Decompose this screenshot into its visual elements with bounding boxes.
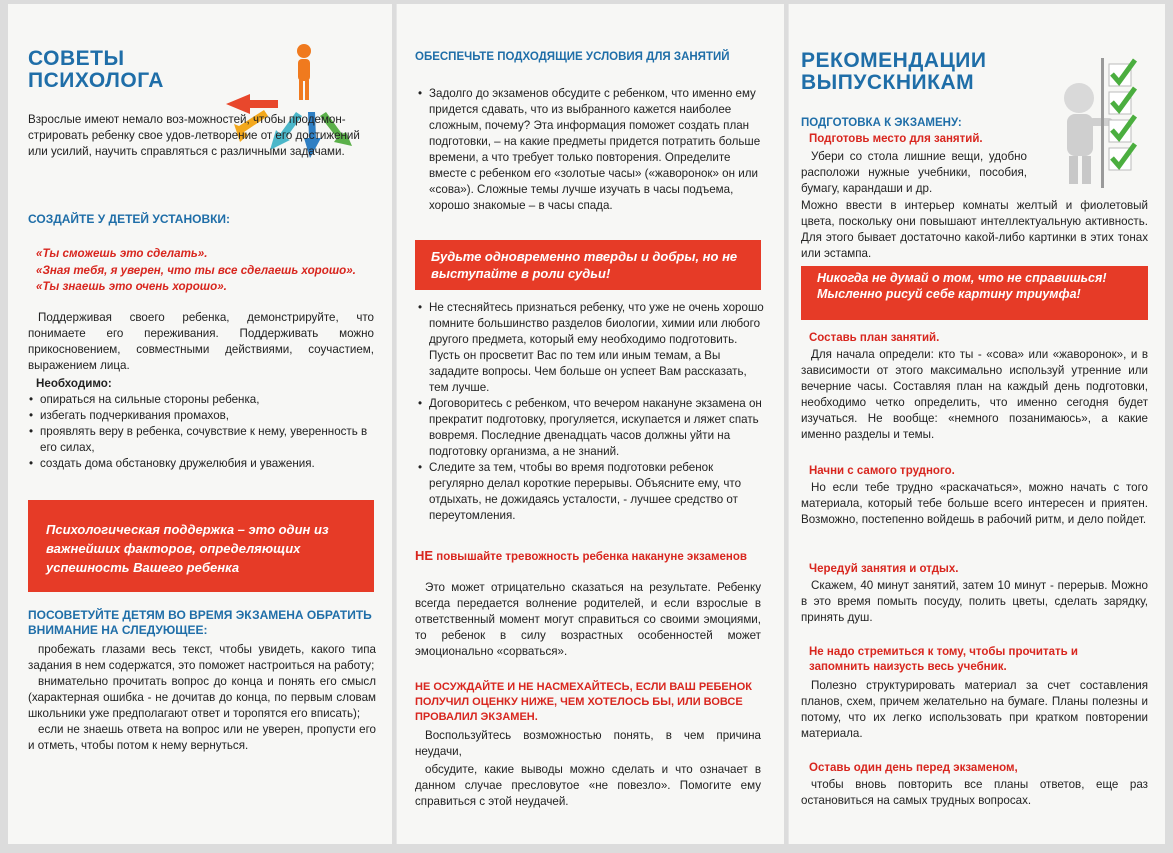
place-heading: Подготовь место для занятий. xyxy=(809,133,983,145)
memorize-text: Полезно структурировать материал за счет составления планов, схем, причем желательно на бумаге. Планы полезны и потому, что их легко использовать при кратком повторении материала. xyxy=(801,679,1148,740)
hard-text: Но если тебе трудно «раскачаться», можно начать с того материала, который тебе больше всего интересен и приятен. Возможно, постепенно войдешь в рабочий ритм, и дело пойдет. xyxy=(801,481,1148,526)
graduates-title: РЕКОМЕНДАЦИИ ВЫПУСКНИКАМ xyxy=(801,49,987,94)
blame-heading: НЕ ОСУЖДАЙТЕ И НЕ НАСМЕХАЙТЕСЬ, ЕСЛИ ВАШ РЕБЕНОК ПОЛУЧИЛ ОЦЕНКУ НИЖЕ, ЧЕМ ХОТЕЛОСЬ БЫ, ИЛИ ВОВСЕ ПРОВАЛИЛ ЭКЗАМЕН. xyxy=(415,681,752,723)
advise-heading: ПОСОВЕТУЙТЕ ДЕТЯМ ВО ВРЕМЯ ЭКЗАМЕНА ОБРАТИТЬ ВНИМАНИЕ НА СЛЕДУЮЩЕЕ: xyxy=(28,608,372,637)
quote-item: «Ты знаешь это очень хорошо». xyxy=(36,280,227,293)
checklist-figure-icon xyxy=(1043,58,1153,190)
list-item: • Договоритесь с ребенком, что вечером накануне экзамена он прекратит подготовку, прогуляется, искупается и ляжет спать вовремя. Последние двенадцать часов должны уйти на подготовку организма, а не знаний. xyxy=(429,396,765,460)
triumph-callout: Никогда не думай о том, что не справишься! Мысленно рисуй себе картину триумфа! xyxy=(801,266,1148,320)
list-item: • Следите за тем, чтобы во время подготовки ребенок регулярно делал короткие перерывы. Объясните ему, что отдыхать, не дожидаясь усталости, - лучшее средство от переутомления. xyxy=(429,460,765,524)
list-item: • опираться на сильные стороны ребенка, xyxy=(40,392,378,408)
blame-text-2: обсудите, какие выводы можно сделать и что означает в данном случае пресловутое «не повезло». Помогите ему справиться с этой неудачей. xyxy=(415,763,761,808)
hard-heading: Начни с самого трудного. xyxy=(809,465,955,477)
prep-heading: ПОДГОТОВКА К ЭКЗАМЕНУ: xyxy=(801,117,962,129)
quote-item: «Ты сможешь это сделать». xyxy=(36,247,208,260)
panel-parent-advice xyxy=(396,4,784,844)
day-heading: Оставь один день перед экзаменом, xyxy=(809,762,1018,774)
advise-paragraphs xyxy=(28,642,376,754)
place-text-2: Можно ввести в интерьер комнаты желтый и фиолетовый цвета, поскольку они повышают интеллектуальную активность. Для этого бывает достаточно какой-либо картинки в этих тонах или эстампа. xyxy=(801,199,1148,260)
day-text: чтобы вновь повторить все планы ответов, еще раз остановиться на самых трудных вопросах. xyxy=(801,778,1148,807)
plan-text: Для начала определи: кто ты - «сова» или «жаворонок», и в зависимости от этого максимально используй утренние или вечерние часы. Составляя план на каждый день подготовки, необходимо четко определить, что именно сегодня будет изучаться. Не вообще: «немного позанимаюсь», а какие именно разделы и темы. xyxy=(801,348,1148,441)
conditions-heading: ОБЕСПЕЧЬТЕ ПОДХОДЯЩИЕ УСЛОВИЯ ДЛЯ ЗАНЯТИЙ xyxy=(415,51,730,63)
advise-paragraph: внимательно прочитать вопрос до конца и понять его смысл (характерная ошибка - не дочитав до конца, по первым словам школьники уже предполагают ответ и торопятся его вписать); xyxy=(28,675,376,720)
plan-heading: Составь план занятий. xyxy=(809,332,940,344)
anxiety-text: Это может отрицательно сказаться на результате. Ребенку всегда передается волнение родителей, и если взрослые в ответственный момент могут справиться со своими эмоциями, то ребенок в силу возрастных особенностей может эмоционально «сорваться». xyxy=(415,581,761,658)
advice-list xyxy=(417,300,765,524)
advise-paragraph: если не знаешь ответа на вопрос или не уверен, пропусти его и отметь, чтобы потом к нему вернуться. xyxy=(28,723,376,752)
necessary-label: Необходимо: xyxy=(36,377,112,390)
list-item: • Не стесняйтесь признаться ребенку, что уже не очень хорошо помните большинство разделов биологии, химии или любого другого предмета, который ему необходимо подготовить. Пусть он просветит Вас по тем или иным темам, а Вы зададите вопросы. Чем больше он успеет Вам рассказать, тем лучше. xyxy=(429,300,765,396)
memorize-heading: Не надо стремиться к тому, чтобы прочитать и запомнить наизусть весь учебник. xyxy=(809,646,1078,673)
attitude-quotes xyxy=(36,246,386,296)
conditions-list xyxy=(417,86,765,214)
place-text: Убери со стола лишние вещи, удобно расположи нужные учебники, пособия, бумагу, карандаши и др. xyxy=(801,150,1027,195)
necessary-list xyxy=(28,392,378,472)
psychologist-title: СОВЕТЫ ПСИХОЛОГА xyxy=(28,47,164,92)
support-text: Поддерживая своего ребенка, демонстрируйте, что понимаете его переживания. Поддерживать можно прикосновением, совместными действиями, соучастием, выражением лица. xyxy=(28,311,374,372)
quote-item: «Зная тебя, я уверен, что ты все сделаешь хорошо». xyxy=(36,263,356,277)
blame-text: Воспользуйтесь возможностью понять, в чем причина неудачи, xyxy=(415,729,761,758)
list-item: • создать дома обстановку дружелюбия и уважения. xyxy=(40,456,378,472)
support-callout: Психологическая поддержка – это один из важнейших факторов, определяющих успешность Вашего ребенка xyxy=(28,500,374,592)
rest-heading: Чередуй занятия и отдых. xyxy=(809,563,959,575)
firm-kind-callout: Будьте одновременно тверды и добры, но не выступайте в роли судьи! xyxy=(415,240,761,290)
intro-text: Взрослые имеют немало воз-можностей, чтобы продемон-стрировать ребенку свое удов-летворение от его достижений или усилий, научить справляться с различными задачами. xyxy=(28,113,360,158)
panel-psychologist-tips xyxy=(8,4,392,844)
rest-text: Скажем, 40 минут занятий, затем 10 минут - перерыв. Можно в это время помыть посуду, полить цветы, сделать зарядку, принять душ. xyxy=(801,579,1148,624)
attitudes-heading: СОЗДАЙТЕ У ДЕТЕЙ УСТАНОВКИ: xyxy=(28,212,231,226)
list-item: • избегать подчеркивания промахов, xyxy=(40,408,378,424)
list-item: • проявлять веру в ребенка, сочувствие к нему, уверенность в его силах, xyxy=(40,424,378,456)
advise-paragraph: пробежать глазами весь текст, чтобы увидеть, какого типа задания в нем содержатся, это поможет настроиться на работу; xyxy=(28,643,376,672)
anxiety-heading: НЕ повышайте тревожность ребенка накануне экзаменов xyxy=(415,548,747,563)
panel-graduate-recommendations xyxy=(788,4,1165,844)
list-item: • Задолго до экзаменов обсудите с ребенком, что именно ему придется сдавать, что из выбранного кажется наиболее сложным, почему? Эта информация поможет создать план подготовки, – на какие предметы придется потратить больше времени, а что требует только повторения. Определите вместе с ребенком его «золотые часы» («жаворонок» он или «сова»). Сложные темы лучше изучать в часы подъема, хорошо знакомые – в часы спада. xyxy=(429,86,765,214)
